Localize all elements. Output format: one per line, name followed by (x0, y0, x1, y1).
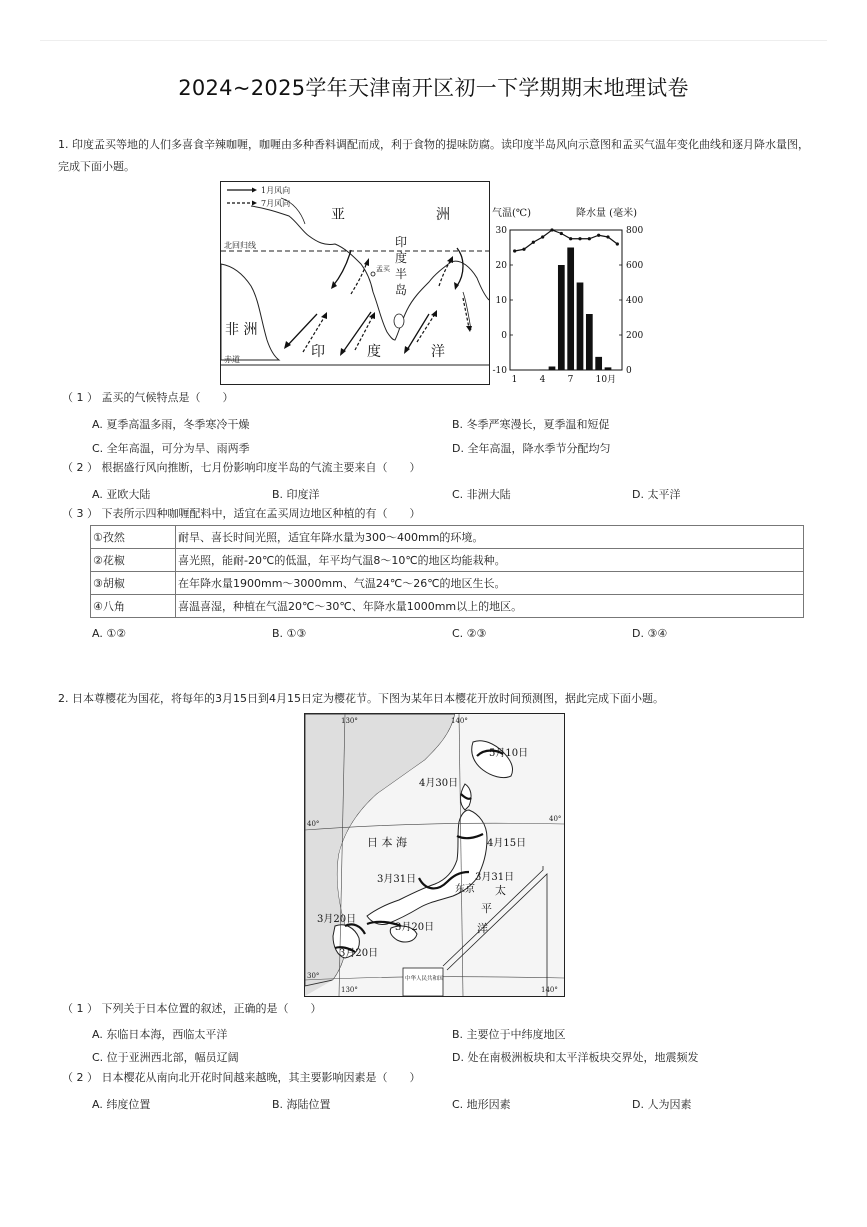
temperature-point (541, 235, 544, 238)
table-cell: 喜温喜湿，种植在气温20℃～30℃、年降水量1000mm以上的地区。 (176, 595, 804, 618)
label-mar31-b: 3月31日 (475, 872, 515, 883)
right-tick-label: 600 (626, 261, 644, 271)
precip-bar (595, 357, 602, 370)
svg-text:印: 印 (395, 235, 408, 249)
q1-sub2-stem: （ 2 ） 根据盛行风向推断，七月份影响印度半岛的气流主要来自（ ） (62, 461, 421, 474)
india-map-svg (221, 182, 489, 384)
label-yin: 印 (311, 344, 325, 360)
temperature-point (588, 237, 591, 240)
q2-sub2-stem: （ 2 ） 日本樱花从南向北开花时间越来越晚，其主要影响因素是（ ） (62, 1071, 421, 1084)
q2-sub2-option-a[interactable]: A. 纬度位置 (92, 1098, 151, 1111)
label-140-top: 140° (451, 717, 468, 725)
temperature-point (569, 237, 572, 240)
label-may10: 5月10日 (489, 748, 529, 759)
question-1-stem: 1. 印度孟买等地的人们多喜食辛辣咖喱，咖喱由多种香料调配而成，利于食物的提味防腐。读印度半岛风向示意图和孟买气温年变化曲线和逐月降水量图，完成下面小题。 (58, 138, 809, 173)
label-yang2: 洋 (477, 922, 488, 935)
precip-bar (577, 283, 584, 371)
label-zhou: 洲 (436, 207, 450, 223)
q1-sub3-option-d[interactable]: D. ③④ (632, 627, 668, 640)
label-30: 30° (307, 972, 320, 980)
label-mar31-a: 3月31日 (377, 874, 417, 885)
table-cell: 耐旱、喜长时间光照，适宜年降水量为300～400mm的环境。 (176, 526, 804, 549)
label-japan-sea: 日 本 海 (367, 836, 407, 849)
label-130-bottom: 130° (341, 986, 358, 994)
q1-sub1-option-a[interactable]: A. 夏季高温多雨，冬季寒冷干燥 (92, 418, 250, 431)
japan-map-svg (305, 714, 564, 996)
x-tick-label: 10月 (595, 375, 617, 385)
q2-sub1-stem: （ 1 ） 下列关于日本位置的叙述，正确的是（ ） (62, 1002, 322, 1015)
temperature-point (532, 241, 535, 244)
q1-sub3-option-a[interactable]: A. ①② (92, 627, 127, 640)
left-tick-label: 30 (495, 226, 507, 236)
page-title: 2024~2025学年天津南开区初一下学期期末地理试卷 (178, 76, 689, 100)
japan-sakura-map (304, 713, 565, 997)
q1-sub1-stem: （ 1 ） 孟买的气候特点是（ ） (62, 391, 234, 404)
equator-label: 赤道 (224, 355, 240, 364)
label-140-bottom: 140° (541, 986, 558, 994)
precip-bar (605, 367, 612, 370)
q1-sub3-option-c[interactable]: C. ②③ (452, 627, 487, 640)
label-mar20-b: 3月20日 (395, 922, 435, 933)
table-row (91, 549, 804, 572)
table-cell: 在年降水量1900mm～3000mm、气温24℃～26℃的地区生长。 (176, 572, 804, 595)
q1-sub1-option-d[interactable]: D. 全年高温，降水季节分配均匀 (452, 442, 611, 455)
spice-table (90, 525, 804, 618)
label-ya: 亚 (331, 207, 345, 223)
label-mar20-a: 3月20日 (317, 914, 357, 925)
table-row (91, 595, 804, 618)
temperature-point (616, 242, 619, 245)
label-apr30: 4月30日 (419, 778, 459, 789)
q2-sub1-option-c[interactable]: C. 位于亚洲西北部，幅员辽阔 (92, 1051, 239, 1064)
precip-bar (558, 265, 565, 370)
q1-sub3-option-b[interactable]: B. ①③ (272, 627, 307, 640)
label-130-top: 130° (341, 717, 358, 725)
temperature-point (513, 249, 516, 252)
label-ping: 平 (481, 902, 492, 915)
right-tick-label: 400 (626, 296, 644, 306)
q2-sub1-option-d[interactable]: D. 处在南极洲板块和太平洋板块交界处，地震频发 (452, 1051, 699, 1064)
legend-jan: 1月风向 (261, 186, 291, 195)
precip-bar (586, 314, 593, 370)
right-tick-label: 200 (626, 331, 644, 341)
q1-sub2-option-a[interactable]: A. 亚欧大陆 (92, 488, 151, 501)
svg-text:岛: 岛 (395, 283, 408, 297)
q2-sub1-option-a[interactable]: A. 东临日本海，西临太平洋 (92, 1028, 228, 1041)
q2-sub1-option-b[interactable]: B. 主要位于中纬度地区 (452, 1028, 566, 1041)
label-40-left: 40° (307, 820, 320, 828)
left-tick-label: -10 (492, 366, 507, 376)
table-cell: ①孜然 (91, 526, 176, 549)
left-tick-label: 0 (501, 331, 507, 341)
precip-bar (549, 367, 556, 371)
svg-text:度: 度 (395, 251, 408, 265)
label-prc: 中华人民共和国 (405, 976, 444, 982)
precip-bar (567, 248, 574, 371)
mumbai-climate-chart (490, 200, 644, 386)
label-africa: 非 洲 (225, 322, 258, 338)
table-cell: 喜光照，能耐-20℃的低温，年平均气温8～10℃的地区均能栽种。 (176, 549, 804, 572)
q1-sub2-option-c[interactable]: C. 非洲大陆 (452, 488, 511, 501)
x-tick-label: 1 (511, 375, 518, 385)
label-mar20-c: 3月20日 (339, 948, 379, 959)
right-tick-label: 800 (626, 226, 644, 236)
q2-sub2-option-b[interactable]: B. 海陆位置 (272, 1098, 331, 1111)
precip-bar (539, 369, 546, 370)
table-cell: ④八角 (91, 595, 176, 618)
q1-sub1-option-c[interactable]: C. 全年高温，可分为旱、雨两季 (92, 442, 250, 455)
chart-ylabel-right: 降水量 (毫米) (576, 208, 637, 219)
q2-sub2-option-d[interactable]: D. 人为因素 (632, 1098, 692, 1111)
x-tick-label: 7 (567, 375, 574, 385)
q1-sub2-option-d[interactable]: D. 太平洋 (632, 488, 681, 501)
tropic-label: 北回归线 (224, 241, 256, 250)
india-wind-map (220, 181, 490, 385)
right-tick-label: 0 (626, 366, 632, 376)
label-apr15: 4月15日 (487, 838, 527, 849)
temperature-point (550, 228, 553, 231)
table-cell: ②花椒 (91, 549, 176, 572)
label-du: 度 (367, 344, 381, 360)
temperature-point (522, 248, 525, 251)
q1-sub1-option-b[interactable]: B. 冬季严寒漫长，夏季温和短促 (452, 418, 610, 431)
table-cell: ③胡椒 (91, 572, 176, 595)
label-40-right: 40° (549, 815, 562, 823)
svg-text:半: 半 (395, 267, 408, 281)
temperature-point (597, 234, 600, 237)
temperature-point (560, 232, 563, 235)
chart-ylabel-left: 气温(℃) (492, 208, 531, 219)
label-tokyo: 东京 (455, 884, 475, 895)
label-tai: 太 (495, 884, 506, 897)
question-2-stem: 2. 日本尊樱花为国花，将每年的3月15日到4月15日定为樱花节。下图为某年日本樱花开放时间预测图，据此完成下面小题。 (58, 692, 664, 705)
q1-sub3-stem: （ 3 ） 下表所示四种咖喱配料中，适宜在孟买周边地区种植的有（ ） (62, 507, 421, 520)
temperature-point (606, 235, 609, 238)
legend-jul: 7月风向 (261, 199, 291, 208)
label-yang: 洋 (431, 344, 445, 360)
left-tick-label: 20 (495, 261, 507, 271)
x-tick-label: 4 (539, 375, 546, 385)
table-row (91, 526, 804, 549)
top-divider (40, 40, 827, 41)
temperature-point (578, 237, 581, 240)
table-row (91, 572, 804, 595)
left-tick-label: 10 (495, 296, 507, 306)
q2-sub2-option-c[interactable]: C. 地形因素 (452, 1098, 511, 1111)
label-mumbai: 孟买 (376, 265, 390, 273)
q1-sub2-option-b[interactable]: B. 印度洋 (272, 488, 320, 501)
